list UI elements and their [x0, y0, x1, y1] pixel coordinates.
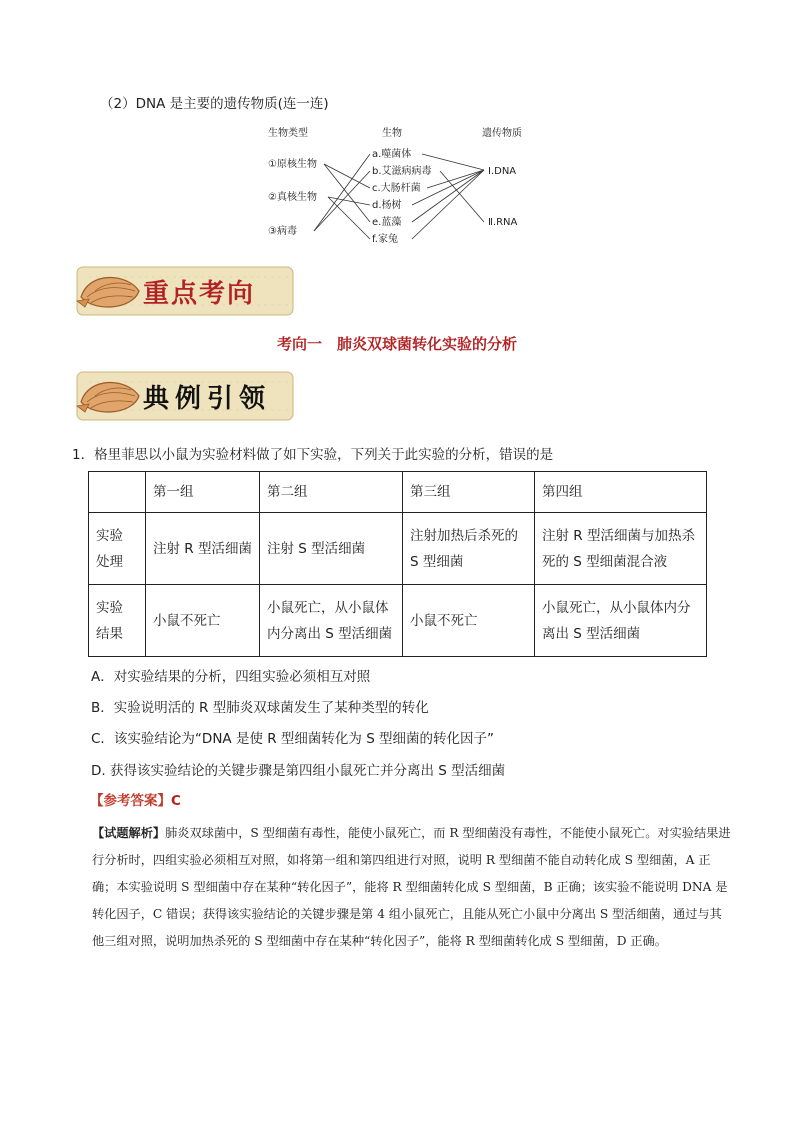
table-cell: [535, 585, 707, 657]
answer-letter: C: [171, 793, 181, 809]
table-header-cell: 第三组: [403, 472, 535, 513]
reference-answer: [90, 792, 181, 810]
diagram-organism-a: a.噬菌体: [372, 149, 412, 160]
row-label-line: 实验: [96, 599, 123, 616]
table-header-cell: 第四组: [535, 472, 707, 513]
row-label-cell: [89, 513, 146, 585]
diagram-connector: [440, 171, 484, 222]
key-points-title: 重点考向: [143, 279, 256, 309]
table-row: [89, 585, 707, 657]
diagram-organism-f: f.家兔: [372, 234, 398, 245]
option-a: A．对实验结果的分析，四组实验必须相互对照: [91, 669, 371, 685]
answer-label: 【参考答案】: [90, 793, 171, 809]
option-c: C．该实验结论为“DNA 是使 R 型细菌转化为 S 型细菌的转化因子”: [91, 731, 495, 747]
option-d: D. 获得该实验结论的关键步骤是第四组小鼠死亡并分离出 S 型活细菌: [91, 763, 506, 779]
key-points-banner: [75, 263, 295, 319]
cell-line: 小鼠不死亡: [153, 612, 221, 629]
table-cell: [403, 585, 535, 657]
cell-line: S 型细菌: [410, 553, 464, 570]
diagram-type-prokaryote: ①原核生物: [268, 159, 317, 170]
table-cell: [535, 513, 707, 585]
diagram-material-rna: Ⅱ.RNA: [488, 217, 518, 228]
diagram-col-header-material: 遗传物质: [482, 128, 522, 139]
cell-line: 内分离出 S 型活细菌: [267, 625, 393, 642]
row-label-line: 处理: [96, 553, 123, 570]
experiment-table: [88, 471, 707, 657]
diagram-connector: [427, 170, 484, 188]
option-b: B．实验说明活的 R 型肺炎双球菌发生了某种类型的转化: [91, 700, 429, 716]
cell-line: 注射 R 型活细菌与加热杀: [542, 527, 695, 544]
diagram-type-virus: ③病毒: [268, 226, 297, 237]
diagram-col-header-type: 生物类型: [268, 128, 308, 139]
cell-line: 小鼠死亡，从小鼠体: [267, 599, 389, 616]
table-cell: [260, 585, 403, 657]
diagram-material-dna: Ⅰ.DNA: [488, 166, 517, 177]
table-cell: [146, 513, 260, 585]
cell-line: 小鼠不死亡: [410, 612, 478, 629]
table-cell: [260, 513, 403, 585]
table-header-cell: [89, 472, 146, 513]
diagram-connector: [314, 154, 370, 231]
row-label-line: 结果: [96, 625, 123, 642]
table-header-row: [89, 472, 707, 513]
row-label-cell: [89, 585, 146, 657]
analysis-paragraph: [92, 820, 732, 955]
table-header-cell: 第一组: [146, 472, 260, 513]
cell-line: 死的 S 型细菌混合液: [542, 553, 668, 570]
row-label-line: 实验: [96, 527, 123, 544]
diagram-type-eukaryote: ②真核生物: [268, 192, 317, 203]
diagram-organism-b: b.艾滋病病毒: [372, 166, 432, 177]
typical-example-title: 典例引领: [143, 384, 272, 414]
diagram-organism-c: c.大肠杆菌: [372, 183, 421, 194]
diagram-connector: [314, 171, 370, 231]
table-row: [89, 513, 707, 585]
analysis-text: 肺炎双球菌中，S 型细菌有毒性，能使小鼠死亡，而 R 型细菌没有毒性，不能使小鼠死亡。对实验结果进行分析时，四组实验必须相互对照，如将第一组和第四组进行对照，说明 R 型细菌不能自动转化成 S 型细菌，A 正确；本实验说明 S 型细菌中存在某种“转化因子”，能将 R 型细菌转化成 S 型细菌，B 正确；该实验不能说明 DNA 是转化因子，C 错误；获得该实验结论的关键步骤是第 4 组小鼠死亡，且能从死亡小鼠中分离出 S 型活细菌，通过与其他三组对照，说明加热杀死的 S 型细菌中存在某种“转化因子”，能将 R 型细菌转化成 S 型细菌，D 正确。: [92, 826, 731, 948]
diagram-connector: [412, 170, 484, 222]
cell-line: 注射 S 型活细菌: [267, 540, 366, 557]
diagram-organism-e: e.蓝藻: [372, 217, 402, 228]
section-title: 考向一 肺炎双球菌转化实验的分析: [276, 335, 517, 353]
analysis-label: 【试题解析】: [92, 826, 166, 840]
typical-example-banner: [75, 368, 295, 424]
cell-line: 小鼠死亡，从小鼠体内分: [542, 599, 691, 616]
diagram-organism-d: d.杨树: [372, 200, 402, 211]
question-stem: 1．格里菲思以小鼠为实验材料做了如下实验，下列关于此实验的分析，错误的是: [72, 447, 554, 463]
table-header-cell: 第二组: [260, 472, 403, 513]
cell-line: 离出 S 型活细菌: [542, 625, 641, 642]
cell-line: 注射加热后杀死的: [410, 527, 518, 544]
connect-lines-diagram: [262, 122, 562, 252]
table-cell: [403, 513, 535, 585]
cell-line: 注射 R 型活细菌: [153, 540, 252, 557]
diagram-col-header-organism: 生物: [382, 128, 402, 139]
part2-heading: （2）DNA 是主要的遗传物质(连一连): [100, 96, 329, 112]
diagram-connector: [324, 164, 370, 188]
table-cell: [146, 585, 260, 657]
